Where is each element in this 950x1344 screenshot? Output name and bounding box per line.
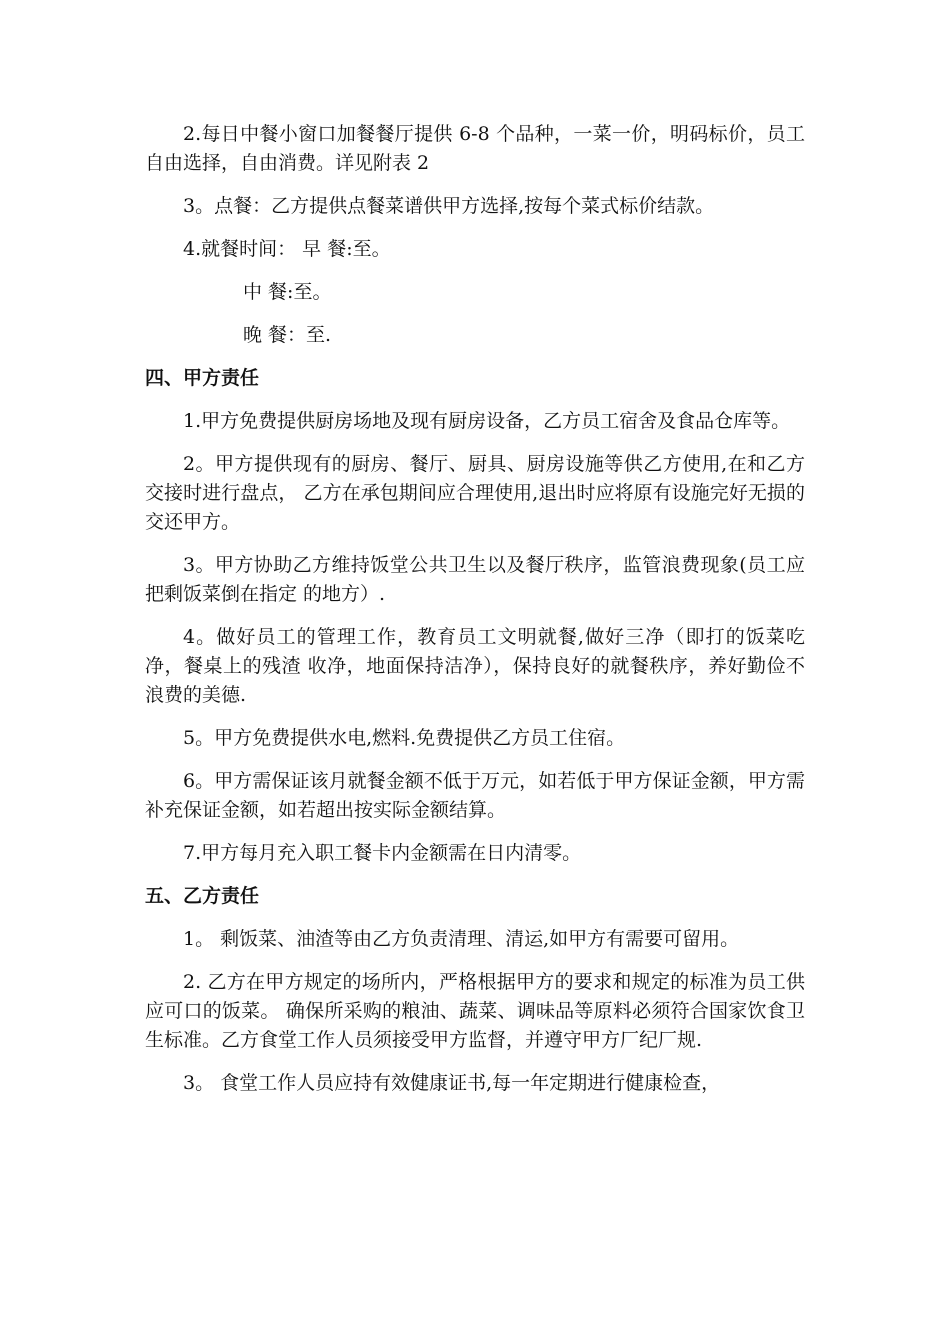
party-a-item-3: 3。甲方协助乙方维持饭堂公共卫生以及餐厅秩序，监管浪费现象(员工应把剩饭菜倒在指定 的地方）. — [145, 554, 805, 605]
party-a-item-1: 1.甲方免费提供厨房场地及现有厨房设备，乙方员工宿舍及食品仓库等。 — [183, 410, 791, 432]
paragraph-meal-times: 4.就餐时间： 早 餐:至。 — [183, 238, 391, 260]
party-a-item-2: 2。甲方提供现有的厨房、餐厅、厨具、厨房设施等供乙方使用,在和乙方交接时进行盘点， 乙方在承包期间应合理使用,退出时应将原有设施完好无损的交还甲方。 — [145, 453, 805, 533]
paragraph-ordering: 3。点餐：乙方提供点餐菜谱供甲方选择,按每个菜式标价结款。 — [183, 195, 715, 217]
section-heading-party-b: 五、乙方责任 — [145, 885, 260, 907]
party-a-item-4: 4。做好员工的管理工作，教育员工文明就餐,做好三净（即打的饭菜吃净，餐桌上的残渣 收净，地面保持洁净），保持良好的就餐秩序，养好勤俭不浪费的美德. — [145, 626, 805, 706]
party-a-item-6: 6。甲方需保证该月就餐金额不低于万元，如若低于甲方保证金额，甲方需补充保证金额，如若超出按实际金额结算。 — [145, 770, 805, 821]
party-b-item-3: 3。 食堂工作人员应持有效健康证书,每一年定期进行健康检查， — [183, 1072, 721, 1094]
dinner-time-line: 晚 餐：至. — [243, 324, 332, 346]
party-a-item-7: 7.甲方每月充入职工餐卡内金额需在日内清零。 — [183, 842, 582, 864]
document-body — [145, 120, 805, 1112]
lunch-time-line: 中 餐:至。 — [243, 281, 332, 303]
party-a-item-5: 5。甲方免费提供水电,燃料.免费提供乙方员工住宿。 — [183, 727, 626, 749]
party-b-item-2: 2. 乙方在甲方规定的场所内，严格根据甲方的要求和规定的标准为员工供应可口的饭菜。 确保所采购的粮油、蔬菜、调味品等原料必须符合国家饮食卫生标准。乙方食堂工作人员须接受甲方监督，并遵守甲方厂纪厂规. — [145, 971, 805, 1051]
party-b-item-1: 1。 剩饭菜、油渣等由乙方负责清理、清运,如甲方有需要可留用。 — [183, 928, 740, 950]
section-heading-party-a: 四、甲方责任 — [145, 367, 260, 389]
paragraph-meal-options: 2.每日中餐小窗口加餐餐厅提供 6-8 个品种，一菜一价，明码标价，员工自由选择，自由消费。详见附表 2 — [145, 123, 805, 174]
